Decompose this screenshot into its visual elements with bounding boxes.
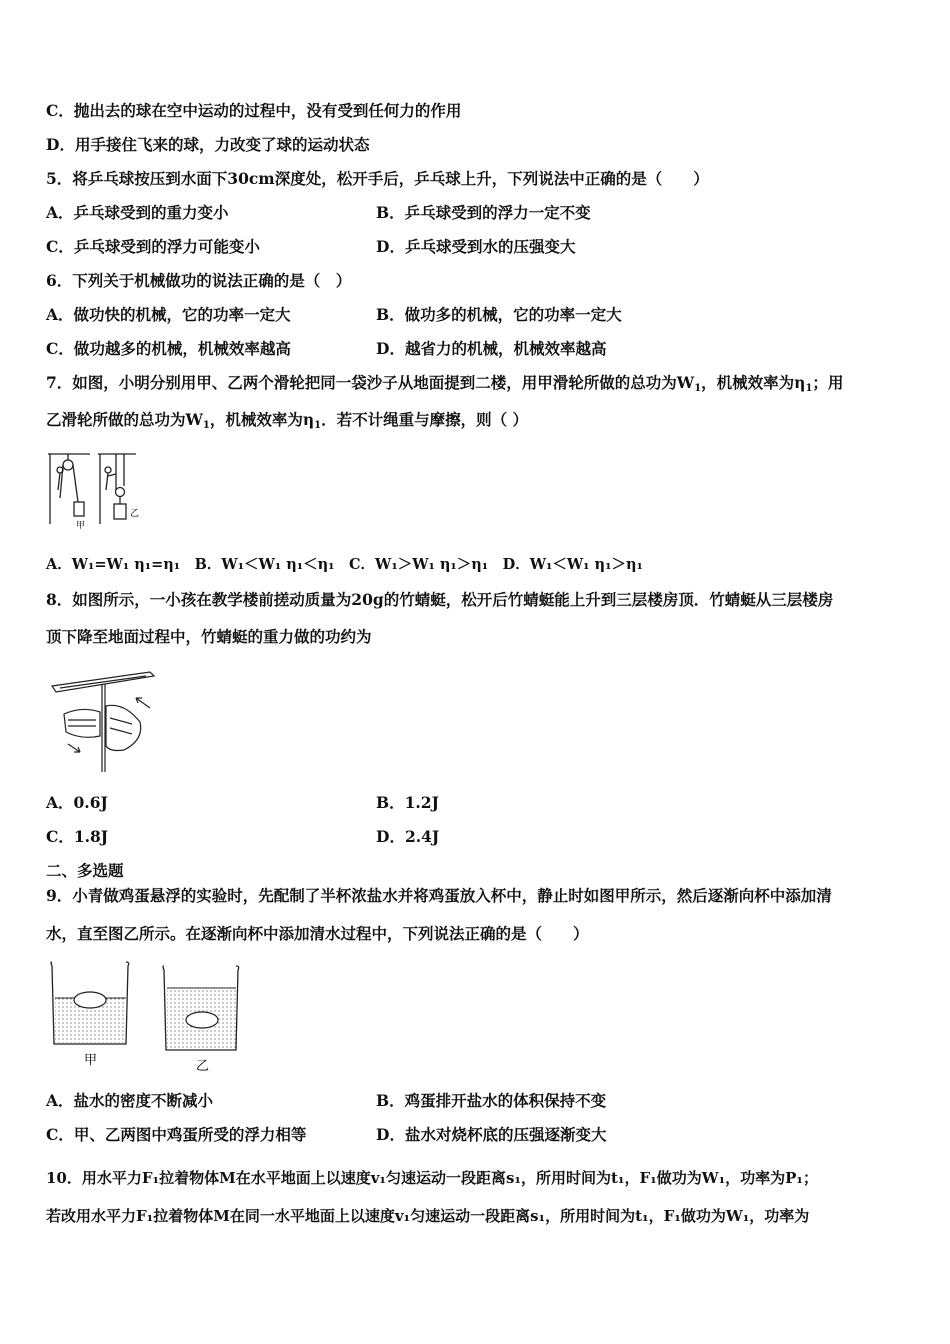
q7-stem1-text-c: ；用 <box>812 373 844 392</box>
q6-option-a: A．做功快的机械，它的功率一定大 <box>46 305 291 324</box>
q5-option-b: B．乒乓球受到的浮力一定不变 <box>376 203 591 222</box>
q5-option-d: D．乒乓球受到水的压强变大 <box>376 237 576 256</box>
q7-stem2-text-a: 乙滑轮所做的总功为W <box>46 410 203 429</box>
q5-option-a: A．乒乓球受到的重力变小 <box>46 203 229 222</box>
q8-stem-line2: 顶下降至地面过程中，竹蜻蜓的重力做的功约为 <box>46 627 372 646</box>
q9-option-c: C．甲、乙两图中鸡蛋所受的浮力相等 <box>46 1125 307 1144</box>
q6-option-c: C．做功越多的机械，机械效率越高 <box>46 339 291 358</box>
q7-stem1-sub1: 1 <box>694 383 702 394</box>
q10-stem-line1: 10．用水平力F₁拉着物体M在水平地面上以速度v₁匀速运动一段距离s₁，所用时间为t₁，F₁做功为W₁，功率为P₁； <box>46 1169 818 1187</box>
q8-option-c: C．1.8J <box>46 827 109 846</box>
q9-option-b: B．鸡蛋排开盐水的体积保持不变 <box>376 1091 607 1110</box>
q10-stem-line2: 若改用水平力F₁拉着物体M在同一水平地面上以速度v₁匀速运动一段距离s₁，所用时间为t₁，F₁做功为W₁，功率为 <box>46 1207 810 1225</box>
q7-stem2-sub1: 1 <box>202 420 210 431</box>
q8-stem-line1: 8．如图所示，一小孩在教学楼前搓动质量为20g的竹蜻蜓，松开后竹蜻蜓能上升到三层楼房顶．竹蜻蜓从三层楼房 <box>46 590 834 609</box>
q5-option-c: C．乒乓球受到的浮力可能变小 <box>46 237 260 256</box>
q7-stem1-sub2: 1 <box>805 383 813 394</box>
q7-stem2-text-c: ．若不计绳重与摩擦，则（ ） <box>321 410 529 429</box>
q7-stem2-sub2: 1 <box>314 420 322 431</box>
q9-fig-label-yi: 乙 <box>196 1059 210 1074</box>
q7-stem1-text-b: ，机械效率为η <box>701 373 806 392</box>
section-heading-multiple-choice: 二、多选题 <box>46 861 124 880</box>
q7-pulley-figure <box>46 446 146 530</box>
q8-option-a: A．0.6J <box>46 793 108 812</box>
q7-stem-line2 <box>46 410 528 436</box>
q8-bamboo-dragonfly-figure <box>46 662 162 774</box>
q7-fig-label-jia: 甲 <box>76 521 86 530</box>
q4-option-c: C．抛出去的球在空中运动的过程中，没有受到任何力的作用 <box>46 101 462 120</box>
q6-option-b: B．做功多的机械，它的功率一定大 <box>376 305 622 324</box>
q8-option-d: D．2.4J <box>376 827 440 846</box>
q7-stem2-text-b: ，机械效率为η <box>209 410 315 429</box>
q9-stem-line1: 9．小青做鸡蛋悬浮的实验时，先配制了半杯浓盐水并将鸡蛋放入杯中，静止时如图甲所示，然后逐渐向杯中添加清 <box>46 886 832 905</box>
q9-option-a: A．盐水的密度不断减小 <box>46 1091 214 1110</box>
q9-fig-label-jia: 甲 <box>84 1053 98 1068</box>
q7-fig-label-yi: 乙 <box>130 509 140 519</box>
q8-option-b: B．1.2J <box>376 793 439 812</box>
q7-stem1-text-a: 7．如图，小明分别用甲、乙两个滑轮把同一袋沙子从地面提到二楼，用甲滑轮所做的总功为W <box>46 373 695 392</box>
q7-stem-line1 <box>46 373 843 399</box>
q9-stem-line2: 水，直至图乙所示。在逐渐向杯中添加清水过程中，下列说法正确的是（ ） <box>46 924 589 943</box>
q7-options: A．W₁=W₁ η₁=η₁ B．W₁＜W₁ η₁＜η₁ C．W₁＞W₁ η₁＞η₁ D．W₁＜W₁ η₁＞η₁ <box>46 556 643 573</box>
q6-stem: 6．下列关于机械做功的说法正确的是（ ） <box>46 271 352 290</box>
q9-option-d: D．盐水对烧杯底的压强逐渐变大 <box>376 1125 607 1144</box>
q5-stem: 5．将乒乓球按压到水面下30cm深度处，松开手后，乒乓球上升，下列说法中正确的是（ ） <box>46 169 709 188</box>
q4-option-d: D．用手接住飞来的球，力改变了球的运动状态 <box>46 135 370 154</box>
q9-beaker-figure <box>46 958 246 1074</box>
q6-option-d: D．越省力的机械，机械效率越高 <box>376 339 607 358</box>
